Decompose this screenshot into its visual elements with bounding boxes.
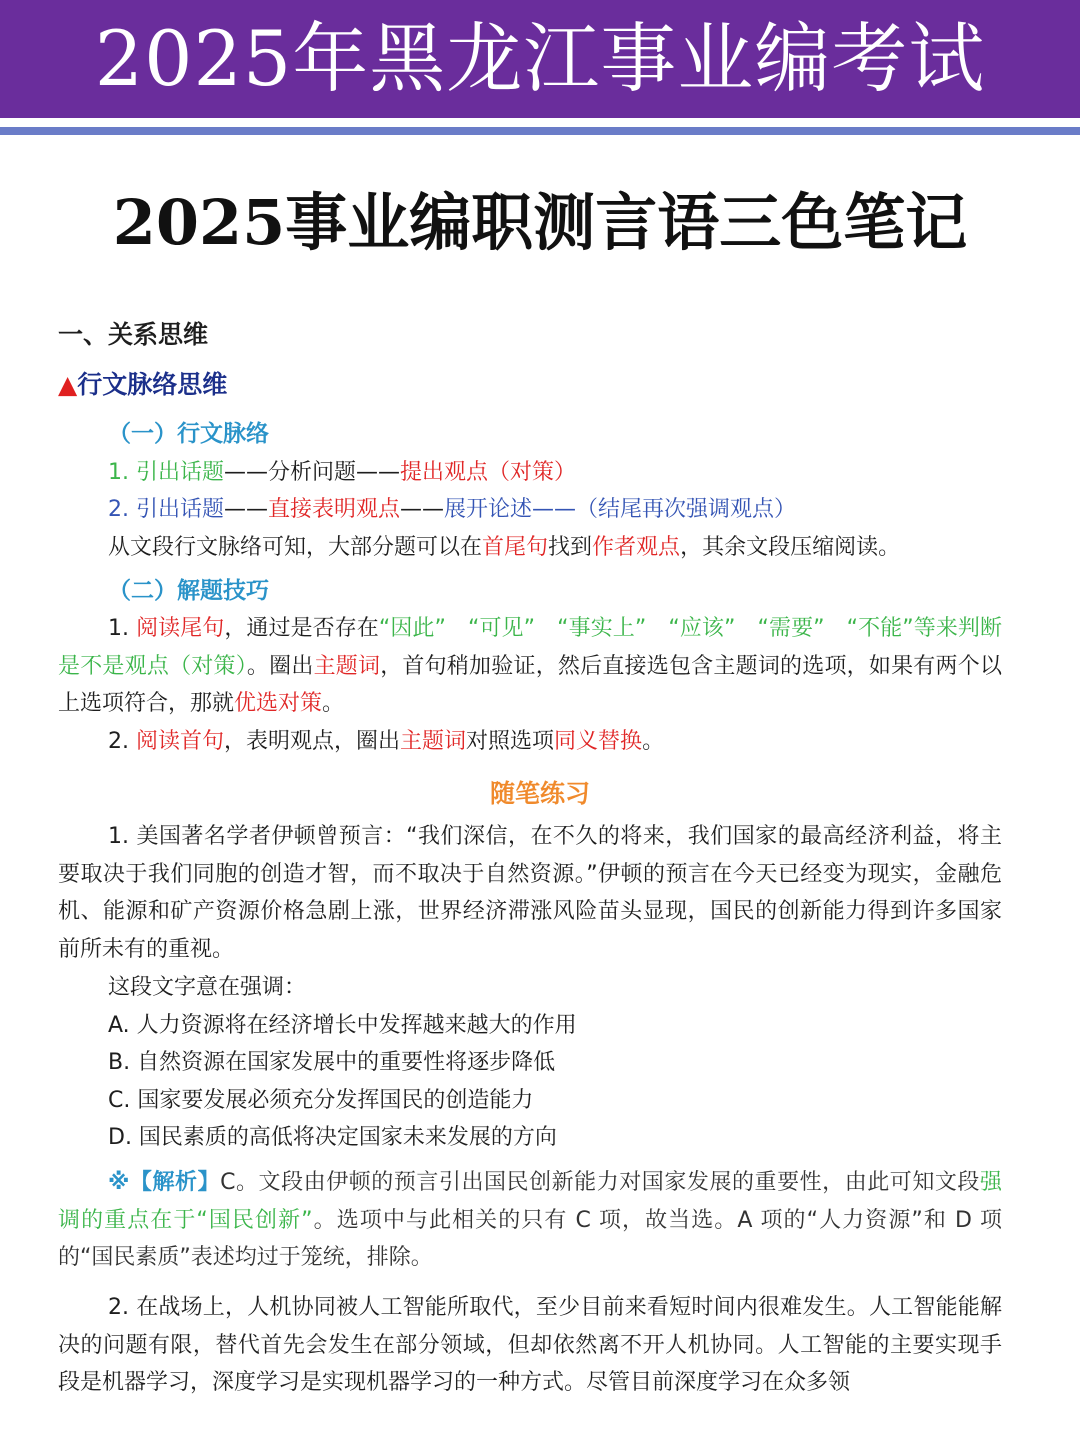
tip1-text-3: ，首句稍加验证，然后直接选包含主题词的选项，如果有两个以上选项符合，那就: [58, 653, 1002, 716]
question-1-option-c: C. 国家要发展必须充分发挥国民的创造能力: [108, 1088, 534, 1113]
flow1-analysis: ——分析问题——: [223, 460, 400, 485]
section-heading-2-text: 行文脉络思维: [77, 370, 228, 399]
tip-2: [58, 723, 1002, 761]
flow2-dash-2: ——: [400, 497, 444, 522]
flow-note-text-3: ，其余文段压缩阅读。: [680, 535, 901, 560]
analysis-text: C。文段由伊顿的预言引出国民创新能力对国家发展的重要性，由此可知文段: [220, 1170, 980, 1195]
tip1-signal-words: “因此” “可见” “事实上” “应该” “需要” “不能”等来判断是不是观点（对策）: [58, 616, 1002, 679]
tip2-key-1: 阅读首句: [135, 729, 224, 754]
question-1-option-a: A. 人力资源将在经济增长中发挥越来越大的作用: [108, 1013, 577, 1038]
header-banner: 2025年黑龙江事业编考试: [0, 0, 1080, 118]
tip1-text-2: 。圈出: [246, 653, 314, 679]
tip2-num: 2.: [108, 729, 136, 754]
banner-divider: [0, 127, 1080, 135]
analysis-highlight: 强调的重点在于“国民创新”: [58, 1170, 1002, 1233]
flow2-viewpoint: 直接表明观点: [267, 497, 400, 522]
question-1-option-b: B. 自然资源在国家发展中的重要性将逐步降低: [108, 1050, 556, 1075]
question-1-analysis: [58, 1164, 1002, 1277]
flow-line-1: [108, 454, 576, 491]
question-1-prompt: 这段文字意在强调：: [108, 975, 307, 1000]
section-heading-2: [58, 366, 1002, 404]
question-2-stem: 2. 在战场上，人机协同被人工智能所取代，至少目前来看短时间内很难发生。人工智能能解决的问题有限，替代首先会发生在部分领域，但却依然离不开人机协同。人工智能的主要实现手段是机器学习，深度学习是实现机器学习的一种方式。尽管目前深度学习在众多领: [58, 1295, 1002, 1395]
flow-note-text-2: 找到: [548, 535, 593, 560]
flow2-dash: ——: [223, 497, 268, 522]
flow2-topic: 2. 引出话题: [108, 497, 224, 522]
flow1-viewpoint: 提出观点（对策）: [400, 460, 577, 485]
tip2-end: 。: [642, 729, 665, 754]
tip-1: [58, 610, 1002, 723]
tip1-key-1: 阅读尾句: [136, 616, 225, 641]
tip1-num: 1.: [108, 616, 137, 641]
triangle-marker-icon: ▲: [58, 370, 78, 399]
document-title: 2025事业编职测言语三色笔记: [112, 186, 968, 259]
tip1-text: ，通过是否存在: [224, 616, 379, 641]
tip1-key-2: 主题词: [313, 653, 381, 679]
question-1-option-d: D. 国民素质的高低将决定国家未来发展的方向: [108, 1125, 557, 1150]
practice-heading: 随笔练习: [489, 779, 590, 808]
subheading-flow: （一）行文脉络: [108, 421, 269, 447]
flow1-topic: 1. 引出话题: [108, 460, 224, 485]
flow-line-2: [108, 491, 796, 528]
flow-note: [108, 529, 900, 566]
tip2-text: ，表明观点，圈出: [224, 729, 401, 754]
tip2-key-3: 同义替换: [554, 729, 643, 754]
tip1-end: 。: [322, 691, 345, 716]
subheading-tips: （二）解题技巧: [108, 578, 269, 604]
flow-note-highlight-2: 作者观点: [592, 535, 681, 560]
flow2-discussion: 展开论述——（结尾再次强调观点）: [444, 497, 797, 522]
analysis-text-2: 。选项中与此相关的只有 C 项，故当选。A 项的“人力资源”和 D 项的“国民素质”表述均过于笼统，排除。: [58, 1207, 1002, 1270]
question-1-stem: 1. 美国著名学者伊顿曾预言：“我们深信，在不久的将来，我们国家的最高经济利益，将主要取决于我们同胞的创造才智，而不取决于自然资源。”伊顿的预言在今天已经变为现实，金融危机、能源和矿产资源价格急剧上涨，世界经济滞涨风险苗头显现，国民的创新能力得到许多国家前所未有的重视。: [58, 824, 1002, 962]
flow-note-text: 从文段行文脉络可知，大部分题可以在: [108, 535, 483, 560]
tip1-key-3: 优选对策: [234, 691, 323, 716]
tip2-key-2: 主题词: [400, 729, 467, 754]
analysis-label: ※【解析】: [108, 1170, 221, 1195]
tip2-text-2: 对照选项: [466, 729, 555, 754]
flow-note-highlight-1: 首尾句: [482, 535, 549, 560]
section-heading-1: 一、关系思维: [58, 320, 209, 349]
